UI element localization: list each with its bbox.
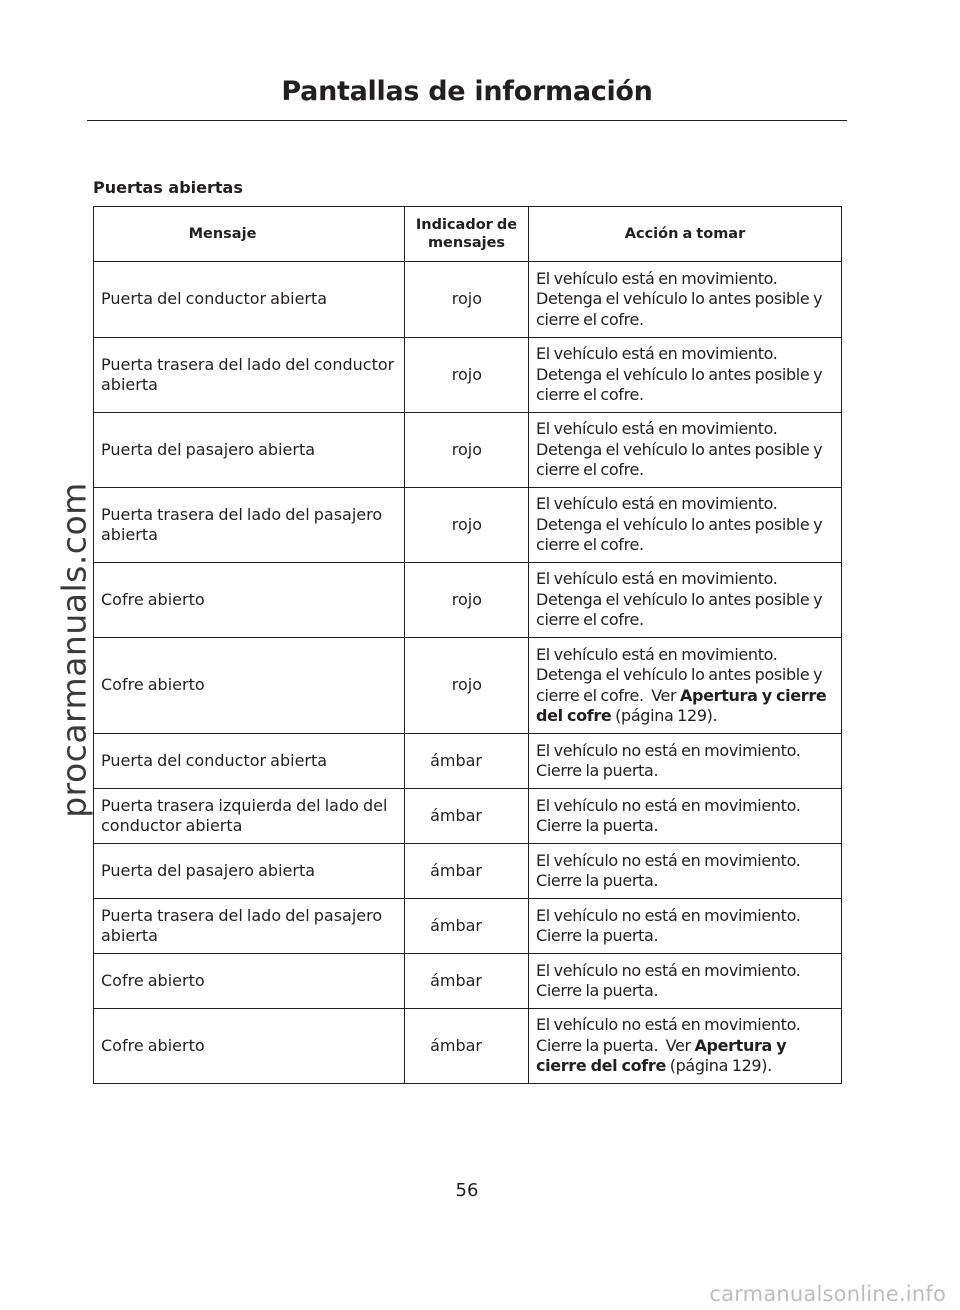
section-title: Puertas abiertas — [93, 178, 243, 197]
action-text: El vehículo está en movimiento. Detenga el vehículo lo antes posible y cierre el cofre. — [536, 644, 823, 705]
message-cell: Cofre abierto — [94, 1009, 405, 1084]
indicator-cell: ámbar — [405, 789, 529, 844]
indicator-cell: ámbar — [405, 734, 529, 789]
cross-reference-link[interactable]: Apertura y cierre del cofre — [536, 1035, 787, 1076]
message-cell: Puerta del conductor abierta — [94, 262, 405, 338]
action-cell: El vehículo no está en movimiento. Cierre la puerta. — [529, 899, 842, 954]
action-cell: El vehículo está en movimiento. Detenga el vehículo lo antes posible y cierre el cofre. — [529, 338, 842, 413]
see-prefix: Ver — [651, 685, 677, 705]
title-divider — [87, 120, 847, 121]
indicator-cell: ámbar — [405, 954, 529, 1009]
message-cell: Puerta del pasajero abierta — [94, 413, 405, 488]
action-text: El vehículo no está en movimiento. Cierre la puerta. — [536, 1015, 801, 1055]
table-row — [94, 563, 842, 638]
action-cell: El vehículo está en movimiento. Detenga el vehículo lo antes posible y cierre el cofre. — [529, 413, 842, 488]
table-row — [94, 1009, 842, 1084]
action-cell: El vehículo no está en movimiento. Cierre la puerta. — [529, 844, 842, 899]
indicator-cell: rojo — [405, 563, 529, 638]
table-row — [94, 899, 842, 954]
table-header-row — [94, 207, 842, 262]
page-reference: (página 129). — [669, 1056, 772, 1076]
action-cell: El vehículo está en movimiento. Detenga el vehículo lo antes posible y cierre el cofre. — [529, 262, 842, 338]
message-cell: Cofre abierto — [94, 563, 405, 638]
header-indicator: Indicador de mensajes — [405, 207, 529, 262]
message-cell: Puerta trasera izquierda del lado del conductor abierta — [94, 789, 405, 844]
indicator-cell: ámbar — [405, 899, 529, 954]
page-number: 56 — [455, 1180, 479, 1201]
table-row — [94, 262, 842, 338]
message-cell: Puerta del pasajero abierta — [94, 844, 405, 899]
indicator-cell: rojo — [405, 262, 529, 338]
table-row — [94, 734, 842, 789]
header-message: Mensaje — [94, 207, 405, 262]
table-row — [94, 488, 842, 563]
message-cell: Puerta del conductor abierta — [94, 734, 405, 789]
action-cell — [529, 1009, 842, 1084]
indicator-cell: rojo — [405, 638, 529, 734]
action-cell: El vehículo no está en movimiento. Cierre la puerta. — [529, 734, 842, 789]
indicator-cell: rojo — [405, 488, 529, 563]
messages-table — [93, 206, 842, 1084]
action-cell: El vehículo está en movimiento. Detenga el vehículo lo antes posible y cierre el cofre. — [529, 563, 842, 638]
header-action: Acción a tomar — [529, 207, 842, 262]
message-cell: Puerta trasera del lado del pasajero abierta — [94, 488, 405, 563]
table-row — [94, 638, 842, 734]
message-cell: Cofre abierto — [94, 638, 405, 734]
table-row — [94, 789, 842, 844]
page-reference: (página 129). — [615, 706, 718, 725]
page-title: Pantallas de información — [281, 76, 653, 107]
indicator-cell: rojo — [405, 413, 529, 488]
cross-reference-link[interactable]: Apertura y cierre del cofre — [536, 685, 827, 725]
footer-watermark: carmanualsonline.info — [709, 1282, 946, 1306]
message-cell: Puerta trasera del lado del conductor abierta — [94, 338, 405, 413]
indicator-cell: ámbar — [405, 1009, 529, 1084]
table-row — [94, 338, 842, 413]
table-row — [94, 954, 842, 1009]
action-cell — [529, 638, 842, 734]
see-prefix: Ver — [665, 1035, 691, 1055]
action-cell: El vehículo está en movimiento. Detenga el vehículo lo antes posible y cierre el cofre. — [529, 488, 842, 563]
indicator-cell: ámbar — [405, 844, 529, 899]
table-row — [94, 413, 842, 488]
message-cell: Puerta trasera del lado del pasajero abierta — [94, 899, 405, 954]
action-cell: El vehículo no está en movimiento. Cierre la puerta. — [529, 954, 842, 1009]
indicator-cell: rojo — [405, 338, 529, 413]
message-cell: Cofre abierto — [94, 954, 405, 1009]
action-cell: El vehículo no está en movimiento. Cierre la puerta. — [529, 789, 842, 844]
table-row — [94, 844, 842, 899]
watermark-text: procarmanuals.com — [54, 482, 94, 818]
